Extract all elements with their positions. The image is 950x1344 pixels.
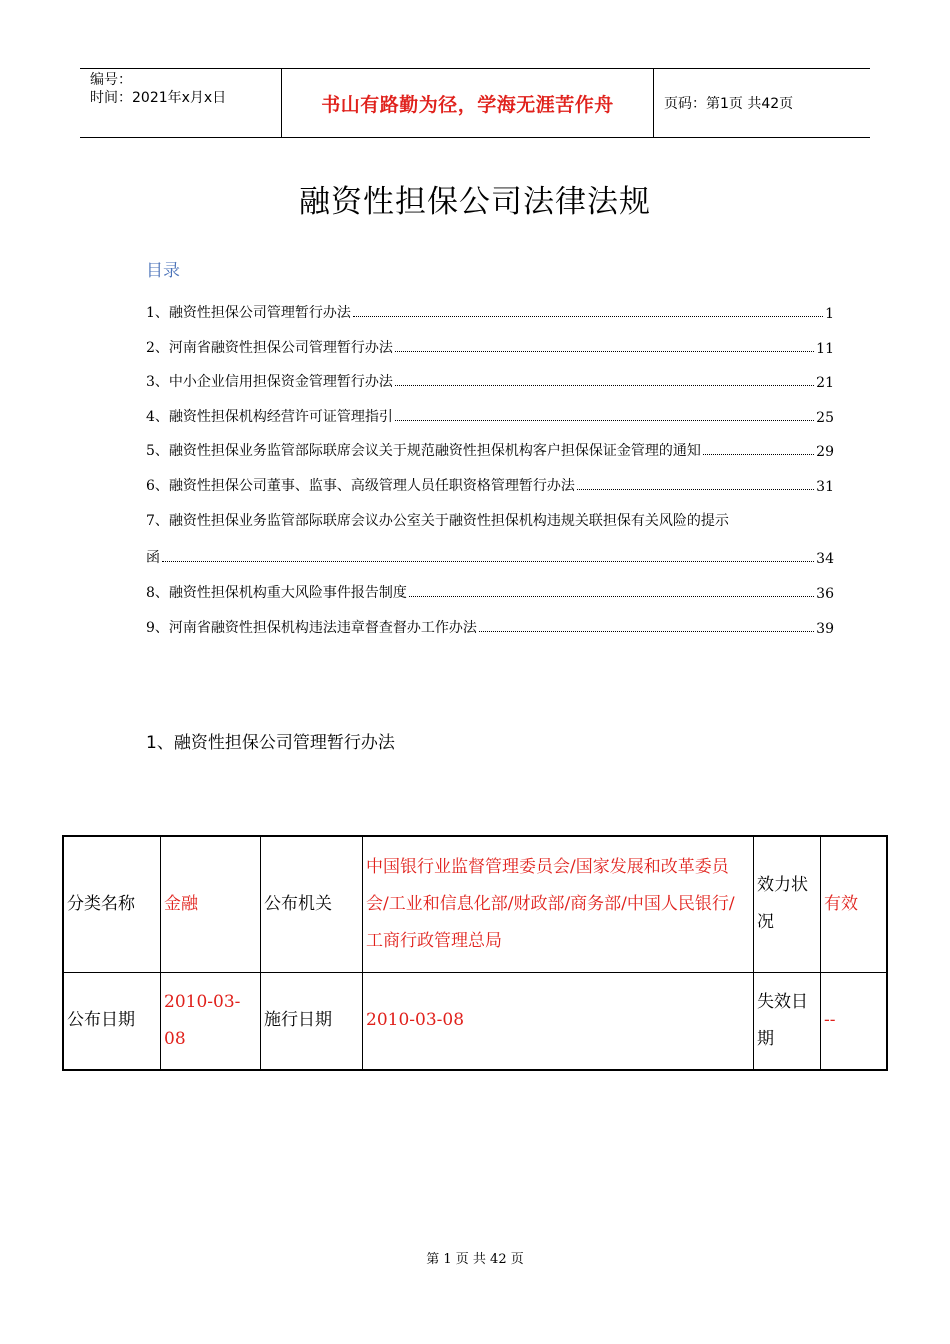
publisher-value: 中国银行业监督管理委员会/国家发展和改革委员会/工业和信息化部/财政部/商务部/中国人民银行/工商行政管理总局 bbox=[363, 836, 754, 972]
status-value: 有效 bbox=[821, 836, 888, 972]
page-header bbox=[80, 68, 870, 138]
toc-item-page: 31 bbox=[816, 479, 834, 495]
category-label: 分类名称 bbox=[63, 836, 161, 972]
toc-item-label: 9、河南省融资性担保机构违法违章督查督办工作办法 bbox=[146, 620, 477, 636]
document-title: 融资性担保公司法律法规 bbox=[299, 184, 651, 220]
toc-leader bbox=[577, 489, 814, 490]
header-page-info: 页码：第1页 共42页 bbox=[664, 96, 794, 112]
toc-leader bbox=[409, 596, 814, 597]
toc-item-label: 4、融资性担保机构经营许可证管理指引 bbox=[146, 409, 393, 425]
publish-date-label: 公布日期 bbox=[63, 972, 161, 1070]
toc-item-page: 1 bbox=[825, 306, 834, 322]
regulation-info-table bbox=[62, 835, 888, 1071]
toc-item[interactable] bbox=[146, 300, 834, 322]
toc-item-page: 34 bbox=[816, 551, 834, 567]
publish-date-value: 2010-03-08 bbox=[161, 972, 261, 1070]
page-footer: 第 1 页 共 42 页 bbox=[426, 1252, 524, 1267]
toc-item[interactable] bbox=[146, 335, 834, 357]
toc-leader bbox=[395, 351, 814, 352]
toc-heading: 目录 bbox=[146, 261, 180, 281]
category-value: 金融 bbox=[161, 836, 261, 972]
toc-item-page: 39 bbox=[816, 621, 834, 637]
toc-item-label-continued: 函 bbox=[146, 550, 160, 566]
number-label: 编号： bbox=[90, 72, 132, 88]
toc-item[interactable] bbox=[146, 473, 834, 495]
effective-date-value: 2010-03-08 bbox=[363, 972, 754, 1070]
toc-item-wrapped-first-line[interactable] bbox=[146, 508, 834, 530]
publisher-label: 公布机关 bbox=[261, 836, 363, 972]
header-motto: 书山有路勤为径，学海无涯苦作舟 bbox=[282, 69, 654, 137]
toc-item[interactable] bbox=[146, 615, 834, 637]
toc-item-label: 2、河南省融资性担保公司管理暂行办法 bbox=[146, 340, 393, 356]
toc-leader bbox=[162, 561, 814, 562]
toc-leader bbox=[353, 316, 823, 317]
toc-item-label: 3、中小企业信用担保资金管理暂行办法 bbox=[146, 374, 393, 390]
section-heading: 1、融资性担保公司管理暂行办法 bbox=[146, 733, 395, 753]
header-left-cell bbox=[80, 69, 282, 137]
toc-item-page: 11 bbox=[816, 341, 834, 357]
expiry-value: -- bbox=[821, 972, 888, 1070]
toc-item-label: 6、融资性担保公司董事、监事、高级管理人员任职资格管理暂行办法 bbox=[146, 478, 575, 494]
toc-item-page: 36 bbox=[816, 586, 834, 602]
expiry-label: 失效日期 bbox=[754, 972, 821, 1070]
toc-item-label: 5、融资性担保业务监管部际联席会议关于规范融资性担保机构客户担保保证金管理的通知 bbox=[146, 443, 701, 459]
effective-date-label: 施行日期 bbox=[261, 972, 363, 1070]
toc-item-page: 29 bbox=[816, 444, 834, 460]
toc-leader bbox=[395, 420, 814, 421]
toc-leader bbox=[395, 385, 814, 386]
toc-item[interactable] bbox=[146, 369, 834, 391]
time-label: 时间：2021年x月x日 bbox=[90, 90, 227, 106]
toc-item-label: 1、融资性担保公司管理暂行办法 bbox=[146, 305, 351, 321]
toc-item-label: 8、融资性担保机构重大风险事件报告制度 bbox=[146, 585, 407, 601]
toc-item-page: 21 bbox=[816, 375, 834, 391]
toc-leader bbox=[479, 631, 814, 632]
toc-item-page: 25 bbox=[816, 410, 834, 426]
toc-item[interactable] bbox=[146, 438, 834, 460]
status-label: 效力状况 bbox=[754, 836, 821, 972]
toc-leader bbox=[703, 454, 814, 455]
toc-item[interactable] bbox=[146, 545, 834, 567]
toc-item[interactable] bbox=[146, 580, 834, 602]
toc-item[interactable] bbox=[146, 404, 834, 426]
toc-item-label: 7、融资性担保业务监管部际联席会议办公室关于融资性担保机构违规关联担保有关风险的提示 bbox=[146, 513, 729, 529]
